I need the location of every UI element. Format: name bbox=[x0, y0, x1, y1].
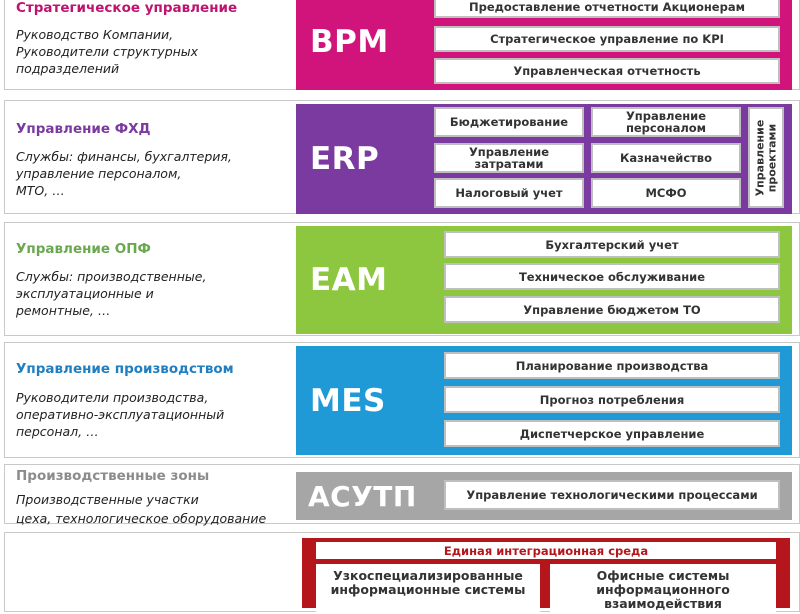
erp-item-project-management-label: Управление проектами bbox=[753, 119, 778, 196]
mes-item-consumption-forecast: Прогноз потребления bbox=[444, 386, 780, 413]
eam-item-accounting: Бухгалтерский учет bbox=[444, 231, 780, 258]
integration-item-specialized-systems: Узкоспециализированные информационные системы bbox=[316, 564, 540, 614]
layer-mes-code: MES bbox=[296, 346, 430, 455]
layer-mes-description: Руководители производства, оперативно-эксплуатационный персонал, … bbox=[16, 390, 225, 439]
integration-title: Единая интеграционная среда bbox=[316, 542, 776, 559]
erp-item-hr-management: Управление персоналом bbox=[591, 107, 741, 137]
layer-eam-panel bbox=[430, 226, 792, 334]
layer-mes-panel bbox=[430, 346, 792, 455]
layer-bpm-description: Руководство Компании, Руководители структурных подразделений bbox=[16, 27, 199, 76]
mes-item-dispatch-control: Диспетчерское управление bbox=[444, 420, 780, 447]
layer-asutp-description: Производственные участки цеха, технологическое оборудование bbox=[16, 492, 267, 526]
integration-item-office-systems: Офисные системы информационного взаимодействия bbox=[550, 564, 776, 614]
layer-bpm-code: BPM bbox=[296, 0, 430, 90]
bpm-item-shareholder-reporting: Предоставление отчетности Акционерам bbox=[434, 0, 780, 18]
eam-item-maintenance: Техническое обслуживание bbox=[444, 263, 780, 290]
erp-item-tax-accounting: Налоговый учет bbox=[434, 178, 584, 208]
layer-asutp-panel bbox=[430, 472, 792, 520]
layer-eam-code: EAM bbox=[296, 226, 430, 334]
bpm-item-kpi-management: Стратегическое управление по KPI bbox=[434, 26, 780, 52]
eam-item-maintenance-budget: Управление бюджетом ТО bbox=[444, 296, 780, 323]
erp-item-ifrs: МСФО bbox=[591, 178, 741, 208]
erp-item-project-management bbox=[748, 107, 784, 208]
mes-item-production-planning: Планирование производства bbox=[444, 352, 780, 379]
layer-bpm-panel bbox=[430, 0, 792, 90]
layer-eam-title: Управление ОПФ bbox=[16, 241, 151, 257]
integration-panel bbox=[302, 538, 790, 611]
layer-mes-title: Управление производством bbox=[16, 361, 234, 377]
erp-item-treasury: Казначейство bbox=[591, 143, 741, 173]
asutp-item-process-control: Управление технологическими процессами bbox=[444, 480, 780, 510]
layer-asutp-code: АСУТП bbox=[296, 472, 430, 520]
layer-asutp-title: Производственные зоны bbox=[16, 468, 210, 484]
erp-item-budgeting: Бюджетирование bbox=[434, 107, 584, 137]
layer-erp-panel bbox=[430, 104, 792, 214]
erp-item-cost-management: Управление затратами bbox=[434, 143, 584, 173]
layer-eam-description: Службы: производственные, эксплуатационные и ремонтные, … bbox=[16, 269, 207, 318]
layer-erp-description: Службы: финансы, бухгалтерия, управление персоналом, МТО, … bbox=[16, 149, 232, 198]
layer-erp-title: Управление ФХД bbox=[16, 121, 151, 137]
layer-bpm-title: Стратегическое управление bbox=[16, 0, 238, 16]
bpm-item-management-reporting: Управленческая отчетность bbox=[434, 58, 780, 84]
layer-erp-code: ERP bbox=[296, 104, 430, 214]
